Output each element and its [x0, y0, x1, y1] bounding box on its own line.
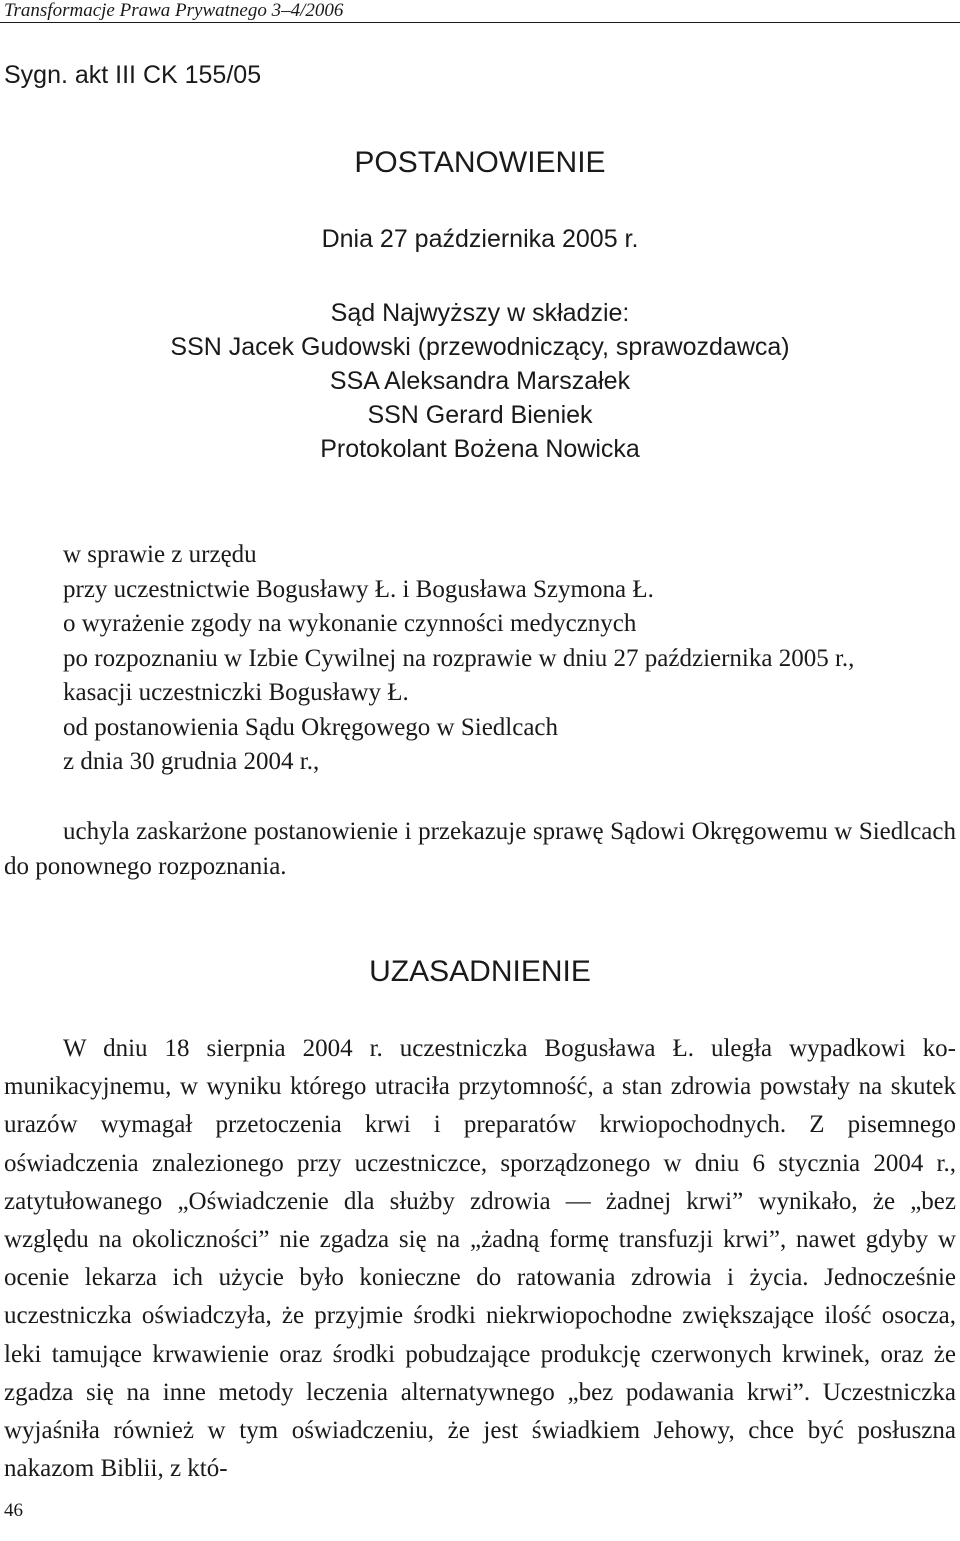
header-divider: [0, 22, 960, 23]
case-line: od postanowienia Sądu Okręgowego w Siedlcach: [63, 713, 559, 741]
case-line: z dnia 30 grudnia 2004 r.,: [63, 748, 320, 775]
composition-line: SSN Jacek Gudowski (przewodniczący, sprawozdawca): [170, 333, 790, 361]
reasoning-paragraph: [4, 1030, 956, 1488]
case-signature: Sygn. akt III CK 155/05: [4, 61, 262, 89]
running-header: Transformacje Prawa Prywatnego 3–4/2006: [4, 0, 344, 21]
ruling-text: uchyla zaskarżone postanowienie i przekazuje sprawę Sądowi Okręgowemu w Siedlcach do ponownego rozpoznania.: [4, 818, 956, 880]
document-title: POSTANOWIENIE: [354, 146, 606, 179]
ruling-date: Dnia 27 października 2005 r.: [321, 225, 639, 253]
composition-line: SSN Gerard Bieniek: [367, 401, 593, 429]
case-line: w sprawie z urzędu: [63, 541, 257, 568]
composition-line: Sąd Najwyższy w składzie:: [330, 299, 630, 327]
case-line: przy uczestnictwie Bogusławy Ł. i Bogusława Szymona Ł.: [63, 575, 654, 603]
case-line: o wyrażenie zgody na wykonanie czynności medycznych: [63, 610, 637, 637]
page-number: 46: [4, 1500, 23, 1521]
case-description: [63, 538, 854, 780]
case-line: po rozpoznaniu w Izbie Cywilnej na rozprawie w dniu 27 października 2005 r.,: [63, 644, 855, 672]
case-line: kasacji uczestniczki Bogusławy Ł.: [63, 679, 409, 706]
court-composition: [0, 296, 960, 466]
ruling-paragraph: [4, 815, 956, 884]
composition-line: SSA Aleksandra Marszałek: [329, 367, 631, 395]
reasoning-title: UZASADNIENIE: [369, 955, 591, 988]
composition-line: Protokolant Bożena Nowicka: [320, 435, 640, 463]
reasoning-text: W dniu 18 sierpnia 2004 r. uczestniczka Bogusława Ł. uległa wypadkowi komunikacyjnemu, w wyniku którego utraciła przytomność, a stan zdrowia powstały na skutek urazów wymagał przetoczenia krwi i preparatów krwiopochodnych. Z pisemnego oświadczenia znalezionego przy uczestniczce, sporządzonego w dniu 6 stycznia 2004 r., zatytułowanego „Oświadczenie dla służby zdrowia — żadnej krwi” wynikało, że „bez względu na okoliczności” nie zgadza się na „żadną formę transfuzji krwi”, nawet gdyby w ocenie lekarza ich użycie było konieczne do ratowania zdrowia i życia. Jednocześnie uczestniczka oświadczyła, że przyjmie środki niekrwiopochodne zwiększające ilość osocza, leki tamujące krwawienie oraz środki pobudzające produkcję czerwonych krwinek, oraz że zgadza się na inne metody leczenia alternatywnego „bez podawania krwi”. Uczestniczka wyjaśniła również w tym oświadczeniu, że jest świadkiem Jehowy, chce być posłuszna nakazom Biblii, z któ-: [4, 1035, 956, 1483]
